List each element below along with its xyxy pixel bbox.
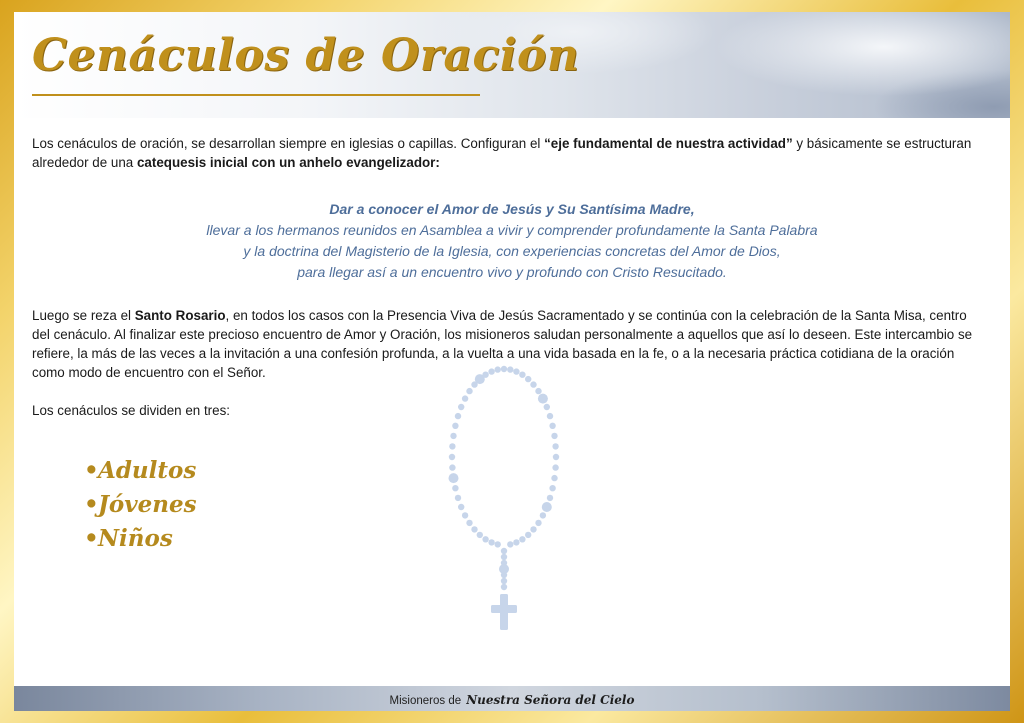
rosary-bead [449,454,455,460]
footer-prefix: Misioneros de [389,695,462,707]
rosary-bead [466,520,472,526]
rosary-bead [477,532,483,538]
rosary-bead [462,512,468,518]
intro-bold-1: “eje fundamental de nuestra actividad” [544,136,793,151]
quote-line: y la doctrina del Magisterio de la Iglesia, con experiencias concretas del Amor de Dios, [243,243,781,259]
rosary-bead [540,512,546,518]
bullet-icon: • [84,457,99,484]
rosary-bead [452,485,458,491]
group-label: Niños [98,525,173,552]
rosary-bead [501,548,507,554]
cross-icon [491,594,517,630]
rosary-bead [449,443,455,449]
rosary-bead [449,464,455,470]
group-label: Jóvenes [98,491,197,518]
rosary-bead [549,423,555,429]
rosary-paragraph [32,306,982,382]
divide-text: Los cenáculos se dividen en tres: [32,403,231,418]
footer-name: Nuestra Señora del Cielo [466,693,635,707]
page-content [14,12,1010,711]
rosary-text-2: , en todos los casos con la Presencia Viva de Jesús Sacramentado y se continúa con la celebración de la Santa Misa, centro del cenáculo. Al finalizar este precioso encuentro de Amor y Oración, los misioneros saludan personalmente a aquellos que así lo deseen. Este intercambio se refiere, la más de las veces a la invitación a una confesión profunda, a la vuelta a una vida basada en la fe, o a la necesaria práctica cotidiana de la oración como modo de encuentro con el Señor. [32,308,973,380]
list-item [84,488,197,522]
rosary-text-1: Luego se reza el [32,308,135,323]
rosary-bead [501,578,507,584]
rosary-bead [501,554,507,560]
quote-line: para llegar así a un encuentro vivo y profundo con Cristo Resucitado. [297,264,727,280]
rosary-bead [455,495,461,501]
mission-quote [14,199,1010,283]
group-label: Adultos [98,457,197,484]
rosary-bead [449,473,459,483]
rosary-bead [450,433,456,439]
intro-text-2: y básicamente se estructuran alrededor de una [32,136,972,170]
bullet-icon: • [84,491,99,518]
rosary-bead [542,502,552,512]
rosary-bead [547,495,553,501]
rosary-bead [551,475,557,481]
rosary-bead [507,541,513,547]
groups-list [84,454,197,556]
rosary-bold: Santo Rosario [134,308,226,323]
rosary-bead [552,464,558,470]
intro-bold-2: catequesis inicial con un anhelo evangelizador: [136,155,440,170]
intro-text-1: Los cenáculos de oración, se desarrollan siempre en iglesias o capillas. Configuran el [32,136,545,151]
rosary-bead [530,381,536,387]
rosary-bead [501,572,507,578]
rosary-bead [549,485,555,491]
rosary-bead [482,536,488,542]
rosary-bead [519,536,525,542]
rosary-bead [452,423,458,429]
rosary-bead [471,526,477,532]
rosary-bead [535,520,541,526]
rosary-bead [488,539,494,545]
rosary-bead [553,454,559,460]
intro-paragraph [32,134,982,172]
quote-line: llevar a los hermanos reunidos en Asamblea a vivir y comprender profundamente la Santa Palabra [206,222,818,238]
rosary-bead [535,388,541,394]
quote-line: Dar a conocer el Amor de Jesús y Su Santísima Madre, [329,201,695,217]
title-underline [32,94,480,96]
rosary-bead [525,532,531,538]
footer-bar [14,686,1010,711]
list-item [84,522,197,556]
rosary-bead [551,433,557,439]
rosary-bead [530,526,536,532]
rosary-bead [513,539,519,545]
rosary-bead [466,388,472,394]
rosary-bead [552,443,558,449]
rosary-bead [501,584,507,590]
rosary-bead [458,504,464,510]
list-item [84,454,197,488]
bullet-icon: • [84,525,99,552]
page-title: Cenáculos de Oración [32,30,580,81]
sky-header [14,12,1010,118]
rosary-bead [495,541,501,547]
